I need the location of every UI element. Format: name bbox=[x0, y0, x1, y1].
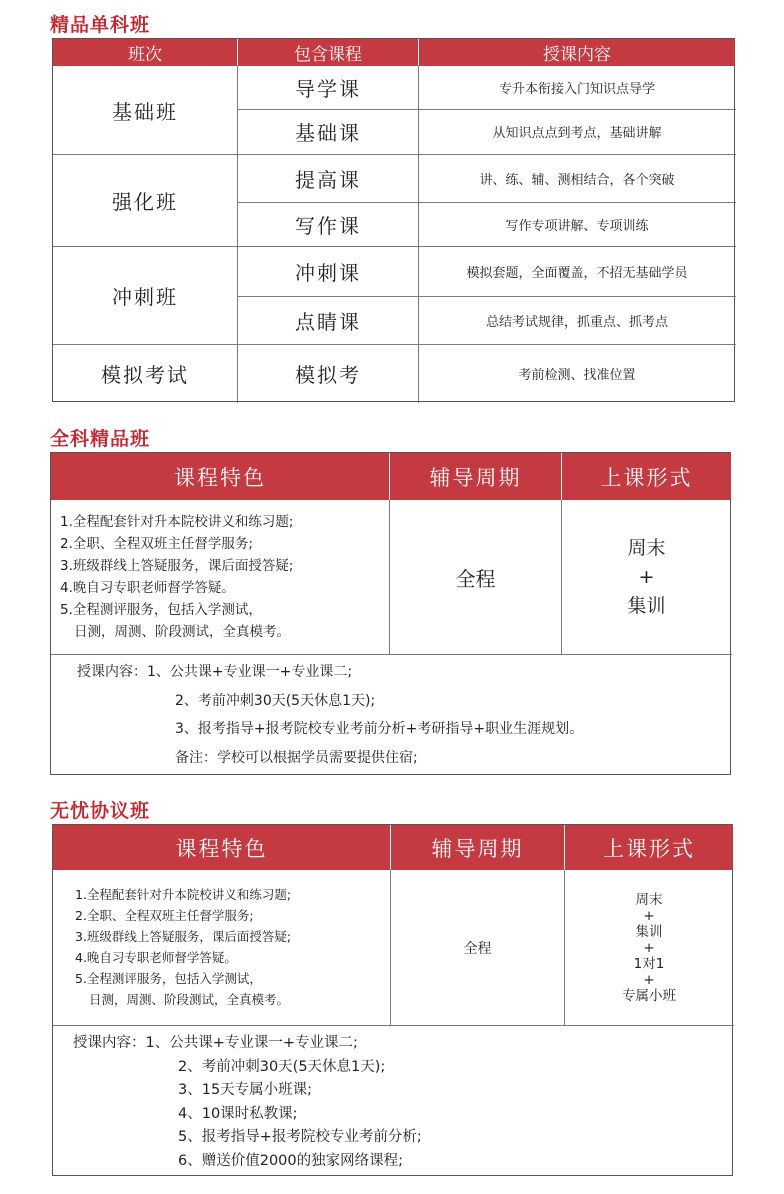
header-format: 上课形式 bbox=[562, 453, 731, 500]
header-features: 课程特色 bbox=[53, 825, 390, 870]
feature-item: 1.全程配套针对升本院校讲义和练习题; bbox=[60, 514, 294, 530]
feature-item: 3.班级群线上答疑服务，课后面授答疑; bbox=[75, 929, 292, 944]
content-line: 3、15天专属小班课; bbox=[178, 1082, 313, 1098]
teaching-content bbox=[73, 1032, 422, 1173]
course-content: 专升本衔接入门知识点导学 bbox=[498, 82, 655, 97]
feature-item: 日测，周测、阶段测试，全真模考。 bbox=[89, 992, 290, 1007]
class-name: 模拟考试 bbox=[101, 363, 189, 387]
course-name: 模拟考 bbox=[295, 363, 361, 387]
content-line: 6、赠送价值2000的独家网络课程; bbox=[178, 1152, 404, 1169]
header-period: 辅导周期 bbox=[390, 453, 561, 500]
features-list bbox=[75, 884, 291, 1010]
header-content: 授课内容 bbox=[419, 39, 735, 66]
course-name: 导学课 bbox=[295, 77, 361, 101]
content-line: 4、10课时私教课; bbox=[178, 1105, 298, 1122]
period-value: 全程 bbox=[455, 566, 496, 591]
format-line: + bbox=[638, 565, 655, 588]
full-premium-table bbox=[50, 452, 731, 775]
content-line: 备注：学校可以根据学员需要提供住宿; bbox=[175, 749, 418, 766]
course-name: 提高课 bbox=[295, 167, 361, 192]
feature-item: 4.晚自习专职老师督学答疑。 bbox=[75, 950, 237, 965]
course-content: 讲、练、辅、测相结合，各个突破 bbox=[479, 172, 675, 188]
class-name: 冲刺班 bbox=[112, 284, 178, 309]
format-line: 专属小班 bbox=[622, 987, 676, 1004]
teaching-content bbox=[77, 658, 583, 772]
format-value bbox=[565, 870, 733, 1025]
header-features: 课程特色 bbox=[51, 453, 389, 500]
course-content: 模拟套题，全面覆盖，不招无基础学员 bbox=[466, 265, 688, 281]
section-title-worry-free: 无忧协议班 bbox=[50, 800, 151, 822]
format-line: 周末 bbox=[627, 536, 666, 559]
format-line: 周末 bbox=[635, 891, 663, 908]
single-subject-table bbox=[52, 38, 735, 402]
content-line: 2、考前冲刺30天(5天休息1天); bbox=[175, 692, 376, 709]
content-line: 5、报考指导+报考院校专业考前分析; bbox=[178, 1129, 422, 1145]
content-line: 2、考前冲刺30天(5天休息1天); bbox=[178, 1058, 386, 1075]
feature-item: 5.全程测评服务，包括入学测试， bbox=[75, 971, 262, 986]
section-title-single-subject: 精品单科班 bbox=[50, 14, 151, 36]
course-content: 从知识点点到考点，基础讲解 bbox=[492, 126, 662, 141]
header-class: 班次 bbox=[53, 39, 237, 66]
course-name: 基础课 bbox=[295, 121, 361, 145]
format-line: 集训 bbox=[627, 594, 666, 617]
worry-free-table bbox=[52, 824, 733, 1176]
format-line: + bbox=[643, 907, 655, 924]
format-line: + bbox=[643, 939, 655, 956]
content-line: 授课内容：1、公共课+专业课一+专业课二; bbox=[73, 1035, 358, 1051]
content-line: 授课内容：1、公共课+专业课一+专业课二; bbox=[77, 664, 353, 680]
section-title-full-premium: 全科精品班 bbox=[50, 428, 151, 450]
period-value: 全程 bbox=[463, 940, 492, 957]
header-courses: 包含课程 bbox=[238, 39, 418, 66]
class-name: 基础班 bbox=[112, 99, 178, 124]
format-line: 集训 bbox=[635, 923, 663, 940]
feature-item: 5.全程测评服务，包括入学测试， bbox=[60, 602, 262, 618]
feature-item: 日测，周测、阶段测试，全真模考。 bbox=[74, 624, 290, 640]
course-name: 冲刺课 bbox=[295, 260, 361, 285]
format-line: + bbox=[643, 971, 655, 988]
header-format: 上课形式 bbox=[565, 825, 733, 870]
feature-item: 4.晚自习专职老师督学答疑。 bbox=[60, 580, 235, 596]
course-name: 写作课 bbox=[295, 213, 361, 238]
feature-item: 1.全程配套针对升本院校讲义和练习题; bbox=[75, 887, 292, 902]
format-line: 1对1 bbox=[633, 955, 665, 972]
feature-item: 2.全职、全程双班主任督学服务; bbox=[75, 908, 254, 923]
course-content: 总结考试规律，抓重点、抓考点 bbox=[485, 314, 668, 330]
class-name: 强化班 bbox=[112, 189, 178, 214]
feature-item: 3.班级群线上答疑服务，课后面授答疑; bbox=[60, 558, 294, 574]
course-content: 写作专项讲解、专项训练 bbox=[505, 218, 649, 234]
feature-item: 2.全职、全程双班主任督学服务; bbox=[60, 536, 253, 552]
format-value bbox=[562, 500, 731, 654]
course-name: 点睛课 bbox=[295, 309, 361, 334]
course-content: 考前检测、找准位置 bbox=[518, 368, 636, 383]
content-line: 3、报考指导+报考院校专业考前分析+考研指导+职业生涯规划。 bbox=[175, 721, 584, 737]
header-period: 辅导周期 bbox=[391, 825, 564, 870]
features-list bbox=[60, 511, 293, 643]
